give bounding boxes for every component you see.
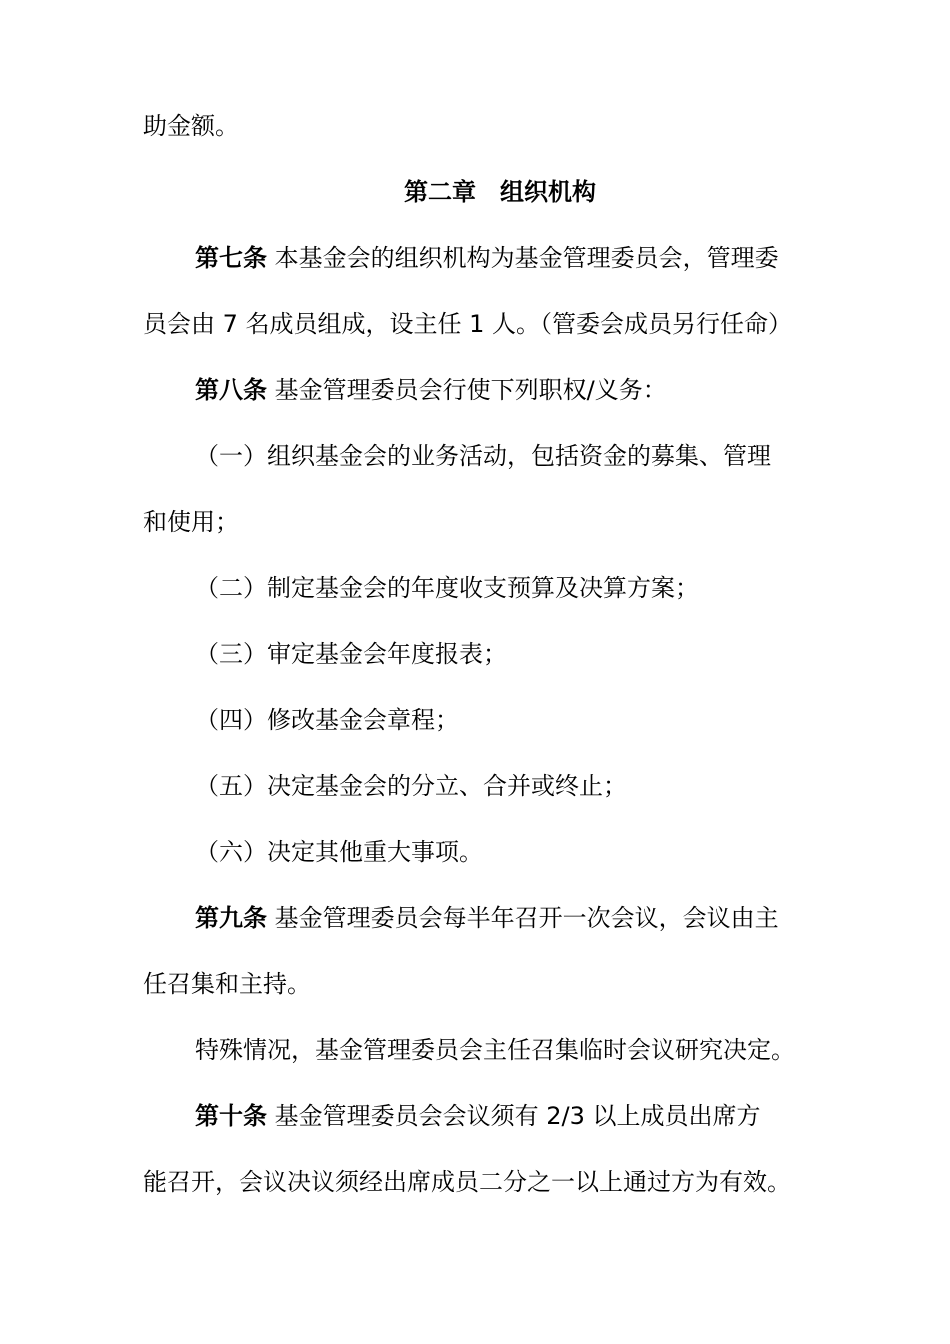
list-item-continuation (143, 506, 823, 538)
article-text: 本基金会的组织机构为基金管理委员会，管理委 (274, 244, 779, 272)
article-10-continuation (143, 1166, 823, 1198)
article-label: 第八条 (195, 376, 267, 404)
list-item (195, 836, 823, 868)
heading-text: 第二章 组织机构 (404, 178, 596, 206)
list-item (195, 704, 823, 736)
article-10-line (195, 1100, 823, 1132)
article-text: 基金管理委员会会议须有 2/3 以上成员出席方 (274, 1102, 761, 1130)
text: （六）决定其他重大事项。 (195, 838, 483, 866)
text: （三）审定基金会年度报表； (195, 640, 507, 668)
text: 特殊情况，基金管理委员会主任召集临时会议研究决定。 (195, 1036, 795, 1064)
article-9-continuation (143, 968, 823, 1000)
text: （一）组织基金会的业务活动，包括资金的募集、管理 (195, 442, 771, 470)
article-text: 基金管理委员会行使下列职权/义务： (274, 376, 667, 404)
list-item (195, 572, 823, 604)
text: （五）决定基金会的分立、合并或终止； (195, 772, 627, 800)
article-7-continuation (143, 308, 823, 340)
article-label: 第七条 (195, 244, 267, 272)
paragraph-line (195, 1034, 823, 1066)
text: 和使用； (143, 508, 239, 536)
text: 员会由 7 名成员组成，设主任 1 人。（管委会成员另行任命） (143, 310, 793, 338)
text: 助金额。 (143, 112, 239, 140)
text: 能召开，会议决议须经出席成员二分之一以上通过方为有效。 (143, 1168, 791, 1196)
text: （四）修改基金会章程； (195, 706, 459, 734)
list-item (195, 440, 823, 472)
article-7-line (195, 242, 823, 274)
article-label: 第九条 (195, 904, 267, 932)
list-item (195, 638, 823, 670)
article-text: 基金管理委员会每半年召开一次会议，会议由主 (274, 904, 779, 932)
article-label: 第十条 (195, 1102, 267, 1130)
article-9-line (195, 902, 823, 934)
list-item (195, 770, 823, 802)
text: 任召集和主持。 (143, 970, 311, 998)
paragraph-line (143, 110, 823, 142)
chapter-heading (0, 176, 950, 208)
text: （二）制定基金会的年度收支预算及决算方案； (195, 574, 699, 602)
article-8-line (195, 374, 823, 406)
